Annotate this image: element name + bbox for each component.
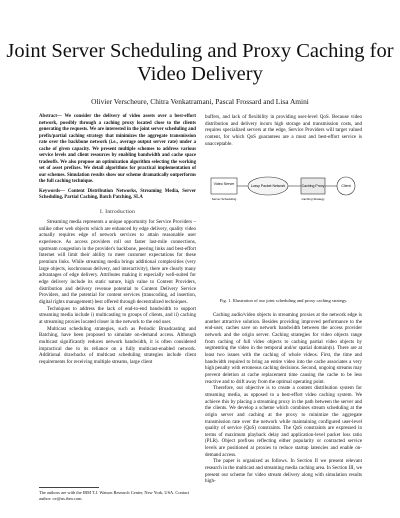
paper-authors: Olivier Verscheure, Chitra Venkatramani, Pascal Frossard and Lisa Amini xyxy=(91,97,309,106)
right-paragraph-2: Therefore, our objective is to create a content distribution system for streaming media, as opposed to a best-effort video caching system. We achieve this by placing a streaming proxy in the path between the server and the clients. We develop a scheme which combines stream scheduling at the origin server and caching at the proxy to minimize the aggregate transmission rate over the network while maintaining configured user-level quality of service (QoS) constraints. The QoS constraints are expressed in terms of maximum playback delay and application-level packet loss ratio (PLR). Object prefixes reflecting either popularity or contracted service levels are positioned at proxies to reduce startup latencies and enable on-demand access. xyxy=(205,385,362,458)
server-scheduling-label: Server Scheduling xyxy=(211,197,237,201)
footnote: The authors are with the IBM T.J. Watson Research Center, New York, USA. Contact author: ov@us.ibm.com. xyxy=(39,490,190,501)
intro-paragraph-1: Streaming media represents a unique opportunity for Service Providers – unlike other web objects which are enhanced by edge delivery, quality video actually requires edge of network services to attain reasonable user experience. As access providers roll out faster last-mile connections, upstream congestion in the provider's backbone, peering links and best-effort Internet will limit their ability to meet customer expectations for these premium links. While streaming media brings additional complexities (very large objects, isochronous delivery, and interactivity), there are clearly many advantages of edge delivery. Attributes making it especially well-suited for edge delivery include its static nature, high value to Content Providers, distribution and delivery revenue potential to Content Delivery Service Providers, and the potential for content services (transcoding, ad insertion, digital rights management) best offered through decentralized techniques. xyxy=(39,219,196,306)
network-label: Lossy Packet Network xyxy=(250,184,286,189)
intro-paragraph-3: Multicast scheduling strategies, such as Periodic Broadcasting and Batching, have been proposed to simulate on-demand access. Although multicast significantly reduces network bandwidth, it is often considered impractical due to its reliance on a fully multicast-enabled network. Additional drawbacks of multicast scheduling strategies include client requirements for receiving multiple streams, large client xyxy=(39,325,196,365)
figure-1-diagram xyxy=(205,172,362,290)
video-server-box xyxy=(211,178,237,194)
right-column-body xyxy=(205,312,362,485)
client-label: Client xyxy=(341,184,351,189)
right-top-paragraph: buffers, and lack of flexibility in providing user-level QoS. Because video distribution and delivery incurs high storage and transmission costs, and requires specialized servers at the edge, Service Providers will target valued content, for which QoS guarantees are a must and best-effort service is unacceptable. xyxy=(205,114,362,147)
figure-1-caption: Fig. 1. Illustration of our joint scheduling and proxy caching strategy. xyxy=(219,298,348,303)
caching-strategy-label: Caching Strategy xyxy=(301,197,325,201)
right-paragraph-1: Caching audio/video objects in streaming proxies at the network edge is another attractive solution. Besides providing improved performance to the end-user, caches save on network bandwidth between the access provider network and the origin server. Caching strategies for video objects range from caching of full video objects to caching partial video objects by segmenting the video in the temporal and/or spatial domain(s). There are at least two issues with the caching of whole videos. First, the time and bandwidth required to bring an entire video into the cache associates a very high penalty with erroneous caching decisions. Second, ongoing streams may prevent deletion at cache replacement time causing the cache to be less reactive and to drift away from the optimal operating point. xyxy=(205,312,362,385)
right-paragraph-3: The paper is organized as follows. In Section II we present relevant research in the multicast and streaming media caching area. In Section III, we present our scheme for video stream delivery along with simulation results high- xyxy=(205,458,362,485)
caching-proxy-label: Caching Proxy xyxy=(301,184,325,188)
intro-paragraph-2: Techniques to address the lack of end-to-end bandwidth to support streaming media include i) multicasting to groups of clients, and ii) caching at streaming proxies located closer in the network to the end user. xyxy=(39,305,196,325)
paper-title: Joint Server Scheduling and Proxy Caching for Video Delivery xyxy=(6,40,394,85)
video-server-label: Video Server xyxy=(213,182,235,186)
right-column-top xyxy=(205,114,362,147)
abstract: Abstract— We consider the delivery of video assets over a best-effort network, possibly through a caching proxy located close to the clients generating the requests. We are interested in the joint server scheduling and prefix/partial caching strategy that minimizes the aggregate transmission rate over the backbone network (i.e., average output server rate) under a cache of given capacity. We present multiple schemes to address various service levels and client resources by enabling bandwidth and cache space tradeoffs. We also propose an optimization algorithm selecting the working set of asset prefixes. We detail algorithms for practical implementation of our schemes. Simulation results show our scheme dramatically outperforms the full caching technique. xyxy=(39,114,196,184)
section-heading-introduction: I. Introduction xyxy=(99,208,136,215)
keywords: Keywords— Content Distribution Networks, Streaming Media, Server Scheduling, Partial Caching, Batch Patching, SLA xyxy=(39,188,196,200)
footnote-rule xyxy=(39,487,99,488)
left-column xyxy=(39,114,196,366)
